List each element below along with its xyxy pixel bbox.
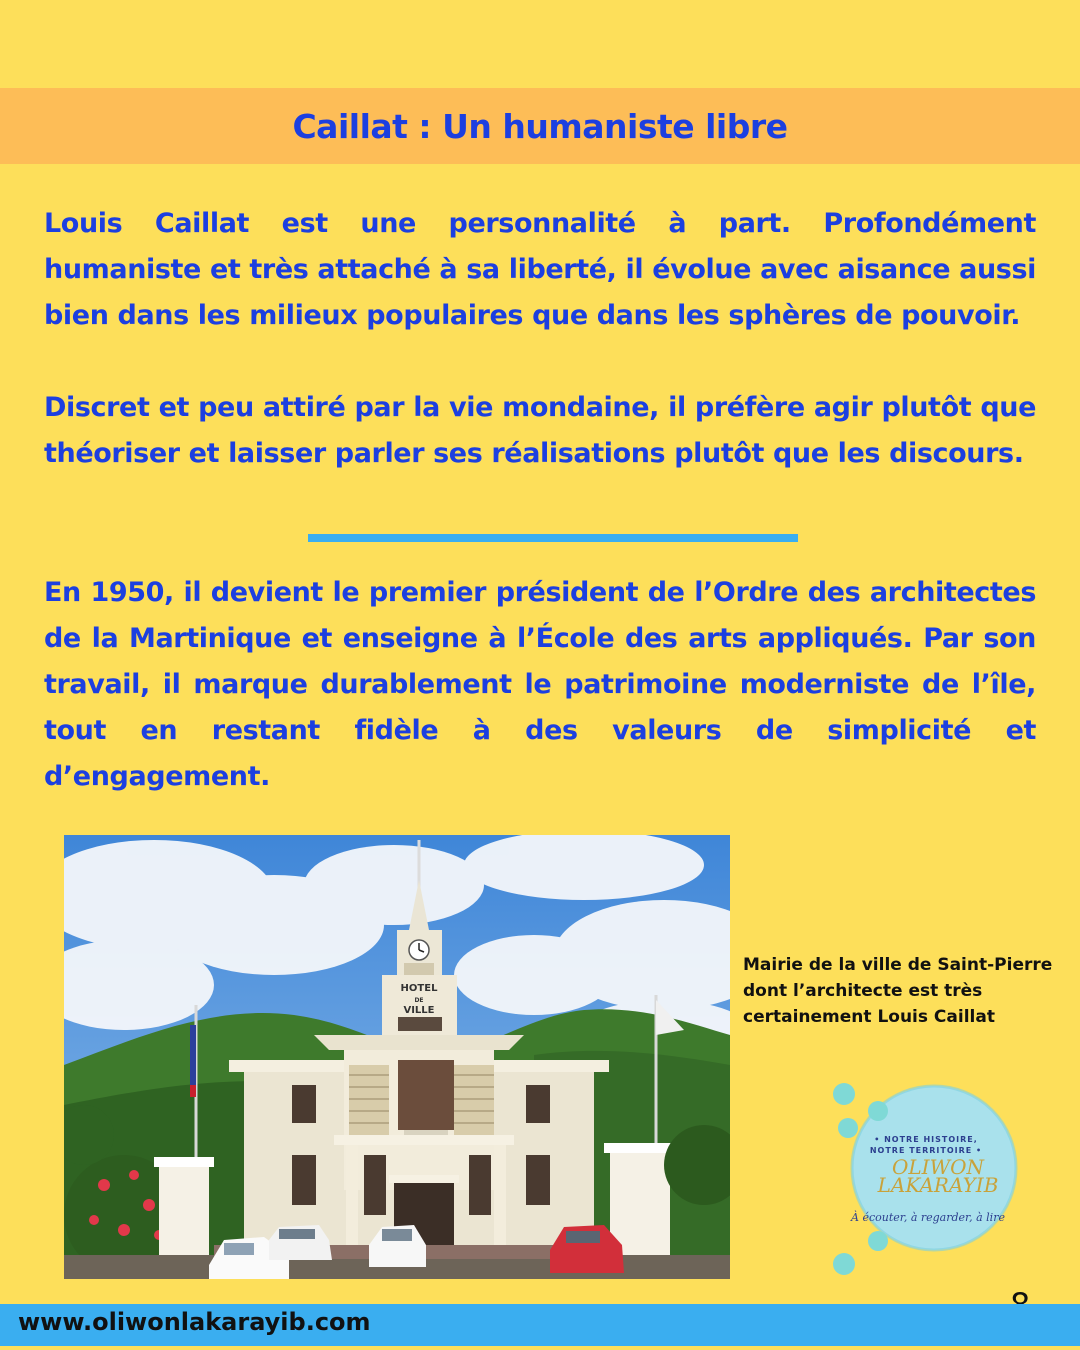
section-divider <box>308 534 798 542</box>
logo-name-1: OLIWON <box>891 1155 985 1179</box>
sign-line-3: VILLE <box>403 1005 435 1016</box>
website-link[interactable]: www.oliwonlakarayib.com <box>18 1308 371 1336</box>
paragraph-intro: Louis Caillat est une personnalité à part. Profondément humaniste et très attaché à sa liberté, il évolue avec aisance aussi bien dans les milieux populaires que dans les sphères de pouvoir. <box>44 208 1036 331</box>
logo-tagline-2: NOTRE TERRITOIRE • <box>869 1146 983 1155</box>
paragraph-discreet: Discret et peu attiré par la vie mondaine, il préfère agir plutôt que théoriser et laisser parler ses réalisations plutôt que les discours. <box>44 392 1036 469</box>
logo-motto: À écouter, à regarder, à lire <box>851 1211 1005 1224</box>
sign-line-1: HOTEL <box>400 983 438 994</box>
title-band <box>0 88 1080 164</box>
photo-caption: Mairie de la ville de Saint-Pierre dont l’architecte est très certainement Louis Caillat <box>743 955 1053 1027</box>
paragraph-1950: En 1950, il devient le premier président de l’Ordre des architectes de la Martinique et enseigne à l’École des arts appliqués. Par son travail, il marque durablement le patrimoine moderniste de l’île, tout en restant fidèle à des valeurs de simplicité et d’engagement. <box>44 577 1036 792</box>
logo-tagline-1: • NOTRE HISTOIRE, <box>874 1135 978 1144</box>
sign-line-2: DE <box>414 997 424 1004</box>
logo-name-2: LAKARAYIB <box>877 1173 999 1197</box>
oliwon-lakarayib-logo <box>828 1076 1018 1276</box>
page-title: Caillat : Un humaniste libre <box>292 106 788 146</box>
town-hall-photo <box>64 835 730 1279</box>
